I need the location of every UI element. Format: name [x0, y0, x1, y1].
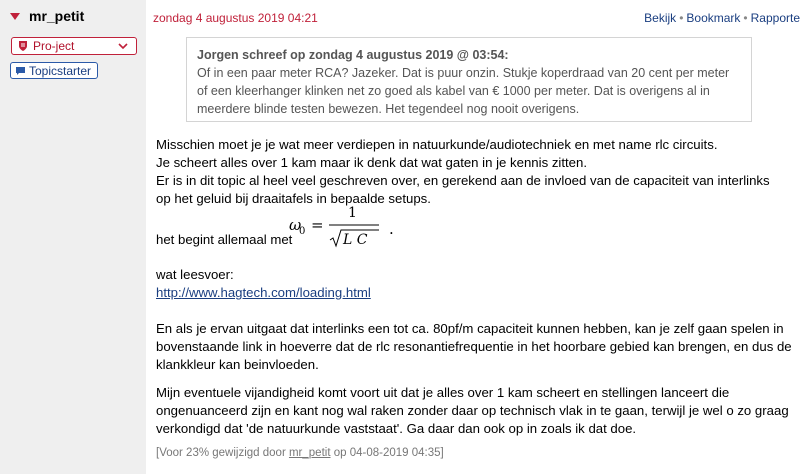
formula-denominator: L C — [343, 232, 368, 248]
separator: • — [679, 11, 684, 25]
resonance-formula — [289, 204, 399, 252]
chat-bubble-icon — [15, 66, 26, 76]
author-row — [10, 8, 84, 24]
caret-down-icon[interactable] — [10, 13, 20, 20]
edit-user-link[interactable]: mr_petit — [288, 447, 331, 459]
body-line: Misschien moet je je wat meer verdiepen in natuurkunde/audiotechniek en met name rlc circuits. — [156, 137, 718, 152]
reading-block — [156, 266, 796, 302]
quote-text: Of in een paar meter RCA? Jazeker. Dat is puur onzin. Stukje koperdraad van 20 cent per meter of een kleerhanger klinken net zo goed als kabel van € 1000 per meter. Dat is overigens al in meerdere blinde testen bewezen. Het tegendeel nog nooit overigens. — [197, 66, 730, 116]
reading-link[interactable]: http://www.hagtech.com/loading.html — [156, 285, 371, 300]
topicstarter-badge — [10, 62, 98, 79]
edit-suffix: op 04-08-2019 04:35] — [330, 447, 444, 459]
quote-header: Jorgen schreef op zondag 4 augustus 2019 @ 03:54: — [197, 48, 509, 62]
reading-label: wat leesvoer: — [156, 267, 234, 282]
bookmark-link[interactable]: Bookmark — [686, 11, 741, 25]
formula-numerator: 1 — [348, 205, 357, 221]
badge-label: Topicstarter — [29, 63, 92, 78]
quote-block — [186, 37, 752, 122]
paragraph: Mijn eventuele vijandigheid komt voort uit dat je alles over 1 kam scheert en stellingen lanceert die ongenuanceerd zijn en kant nog wal raken zonder daar op technisch vlak in te gaan, terwijl je wel o zo graag verkondigd dat 'de natuurkunde vaststaat'. Ga daar dan ook op in zoals ik dat doe. — [156, 385, 789, 436]
author-sidebar — [0, 0, 146, 474]
formula-row — [156, 204, 456, 254]
separator: • — [743, 11, 748, 25]
formula-subscript: 0 — [299, 226, 306, 237]
paragraph: En als je ervan uitgaat dat interlinks een tot ca. 80pf/m capaciteit kunnen hebben, kan je zelf gaan spelen in bovenstaande link in hoeverre dat de rlc resonantiefrequentie in het hoorbare gebied kan brengen, en dus de klankkleur kan beinvloeden. — [156, 321, 792, 372]
formula-intro: het begint allemaal met — [156, 232, 293, 247]
formula-equals: = — [311, 216, 324, 234]
formula-period: . — [389, 220, 394, 238]
post-body — [156, 136, 786, 208]
view-link[interactable]: Bekijk — [644, 11, 677, 25]
brand-label: Pro-ject — [33, 39, 75, 53]
formula-omega: ω — [289, 216, 302, 234]
post-actions — [644, 11, 800, 25]
brand-dropdown[interactable] — [11, 37, 137, 55]
body-line: Je scheert alles over 1 kam maar ik denk dat wat gaten in je kennis zitten. — [156, 155, 588, 170]
report-link[interactable]: Rapporte — [750, 11, 800, 25]
body-line: Er is in dit topic al heel veel geschreven over, en gerekend aan de invloed van de capaciteit van interlinks op het geluid bij draaitafels in bepaalde setups. — [156, 173, 770, 206]
username[interactable]: mr_petit — [29, 8, 85, 24]
edit-prefix: [Voor 23% gewijzigd door — [156, 447, 289, 459]
post-date[interactable]: zondag 4 augustus 2019 04:21 — [153, 11, 318, 25]
shield-icon — [18, 40, 28, 52]
edit-note — [156, 447, 444, 459]
chevron-down-icon — [118, 41, 128, 51]
post-content — [146, 0, 800, 474]
